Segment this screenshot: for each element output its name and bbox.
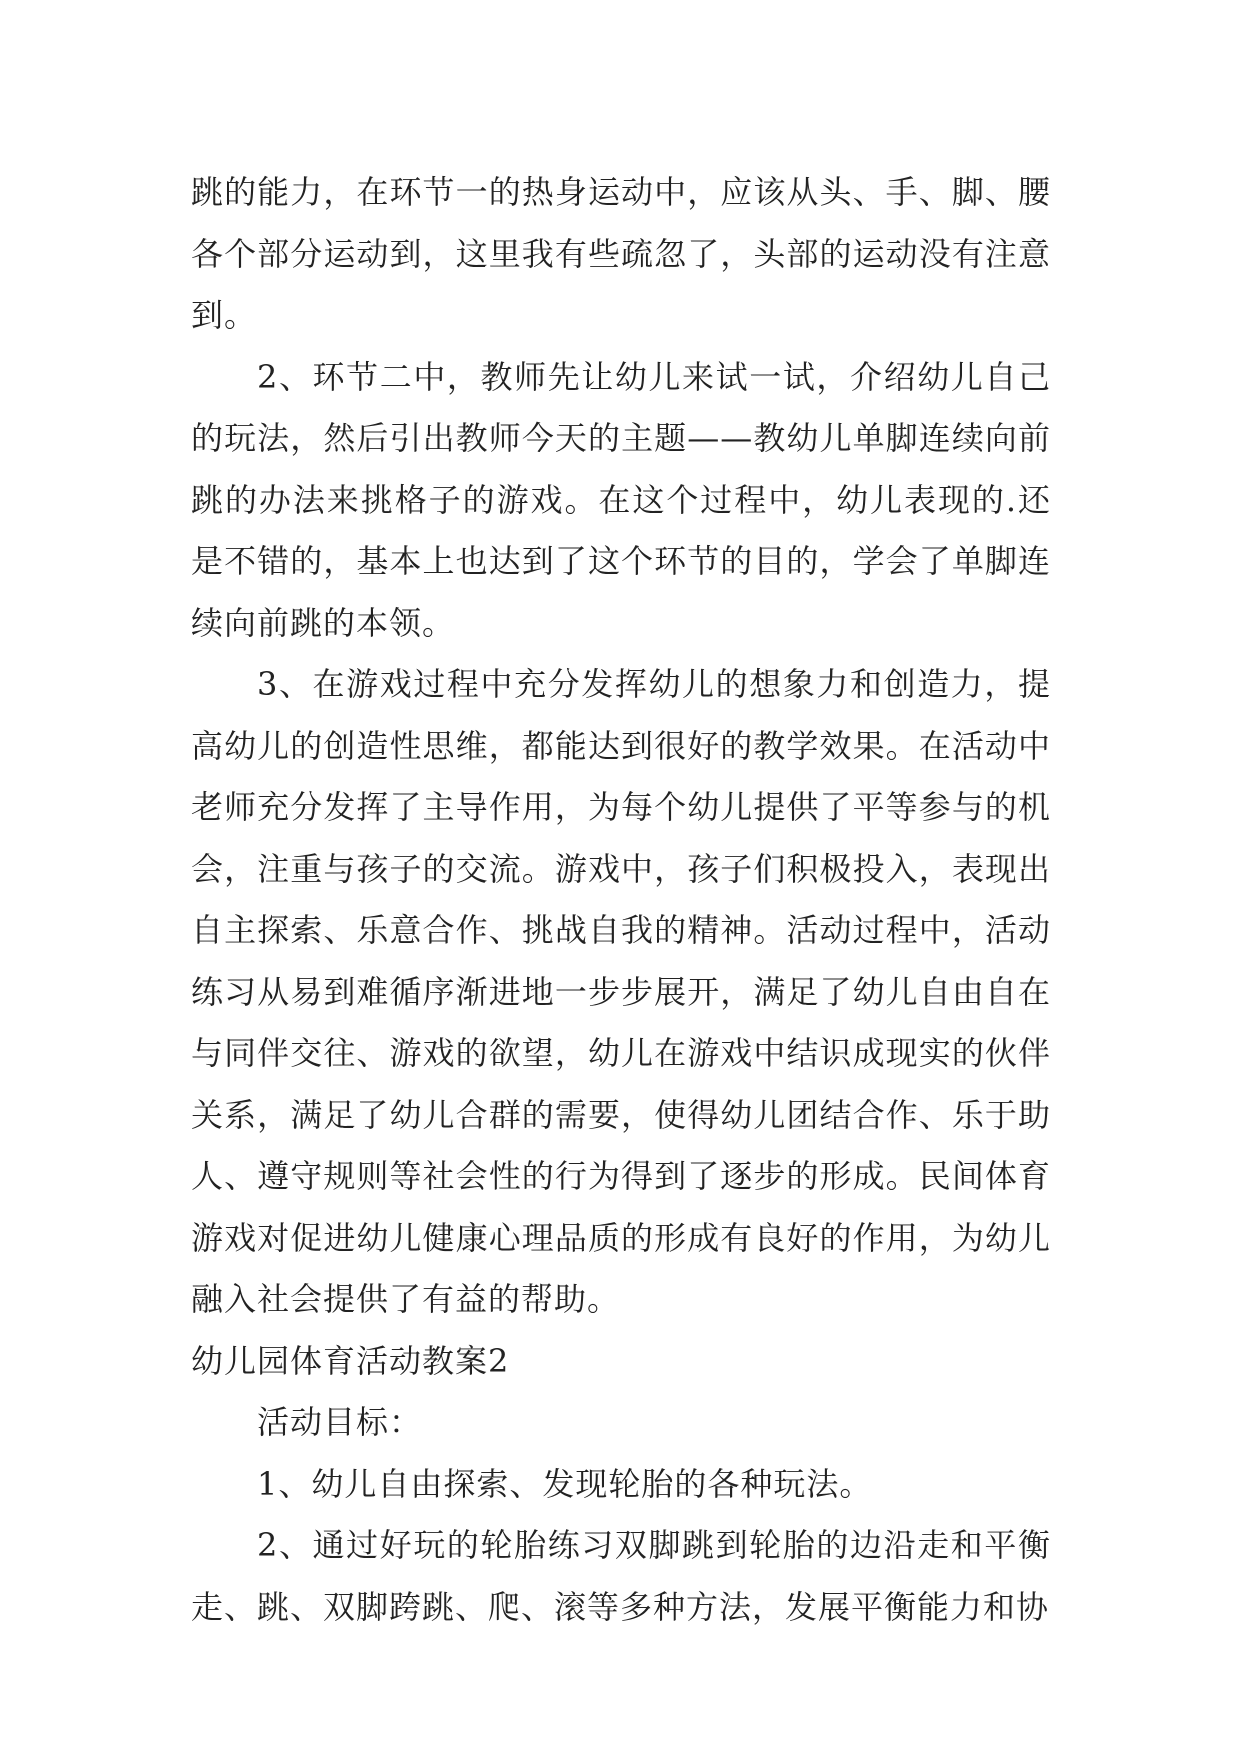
paragraph-item-2: 2、环节二中，教师先让幼儿来试一试，介绍幼儿自己的玩法，然后引出教师今天的主题——教幼儿单脚连续向前跳的办法来挑格子的游戏。在这个过程中，幼儿表现的.还是不错的，基本上也达到了这个环节的目的，学会了单脚连续向前跳的本领。	[191, 357, 1051, 642]
goal-item-2: 2、通过好玩的轮胎练习双脚跳到轮胎的边沿走和平衡走、跳、双脚跨跳、爬、滚等多种方法，发展平衡能力和协	[191, 1526, 1051, 1626]
document-page	[191, 162, 1051, 1638]
goal-item-1: 1、幼儿自由探索、发现轮胎的各种玩法。	[257, 1464, 873, 1503]
paragraph-continuation: 跳的能力，在环节一的热身运动中，应该从头、手、脚、腰各个部分运动到，这里我有些疏忽了，头部的运动没有注意到。	[191, 173, 1051, 334]
paragraph-item-3: 3、在游戏过程中充分发挥幼儿的想象力和创造力，提高幼儿的创造性思维，都能达到很好的教学效果。在活动中老师充分发挥了主导作用，为每个幼儿提供了平等参与的机会，注重与孩子的交流。游戏中，孩子们积极投入，表现出自主探索、乐意合作、挑战自我的精神。活动过程中，活动练习从易到难循序渐进地一步步展开，满足了幼儿自由自在与同伴交往、游戏的欲望，幼儿在游戏中结识成现实的伙伴关系，满足了幼儿合群的需要，使得幼儿团结合作、乐于助人、遵守规则等社会性的行为得到了逐步的形成。民间体育游戏对促进幼儿健康心理品质的形成有良好的作用，为幼儿融入社会提供了有益的帮助。	[191, 665, 1051, 1318]
goals-label: 活动目标：	[257, 1403, 423, 1441]
section-title: 幼儿园体育活动教案2	[191, 1341, 510, 1380]
